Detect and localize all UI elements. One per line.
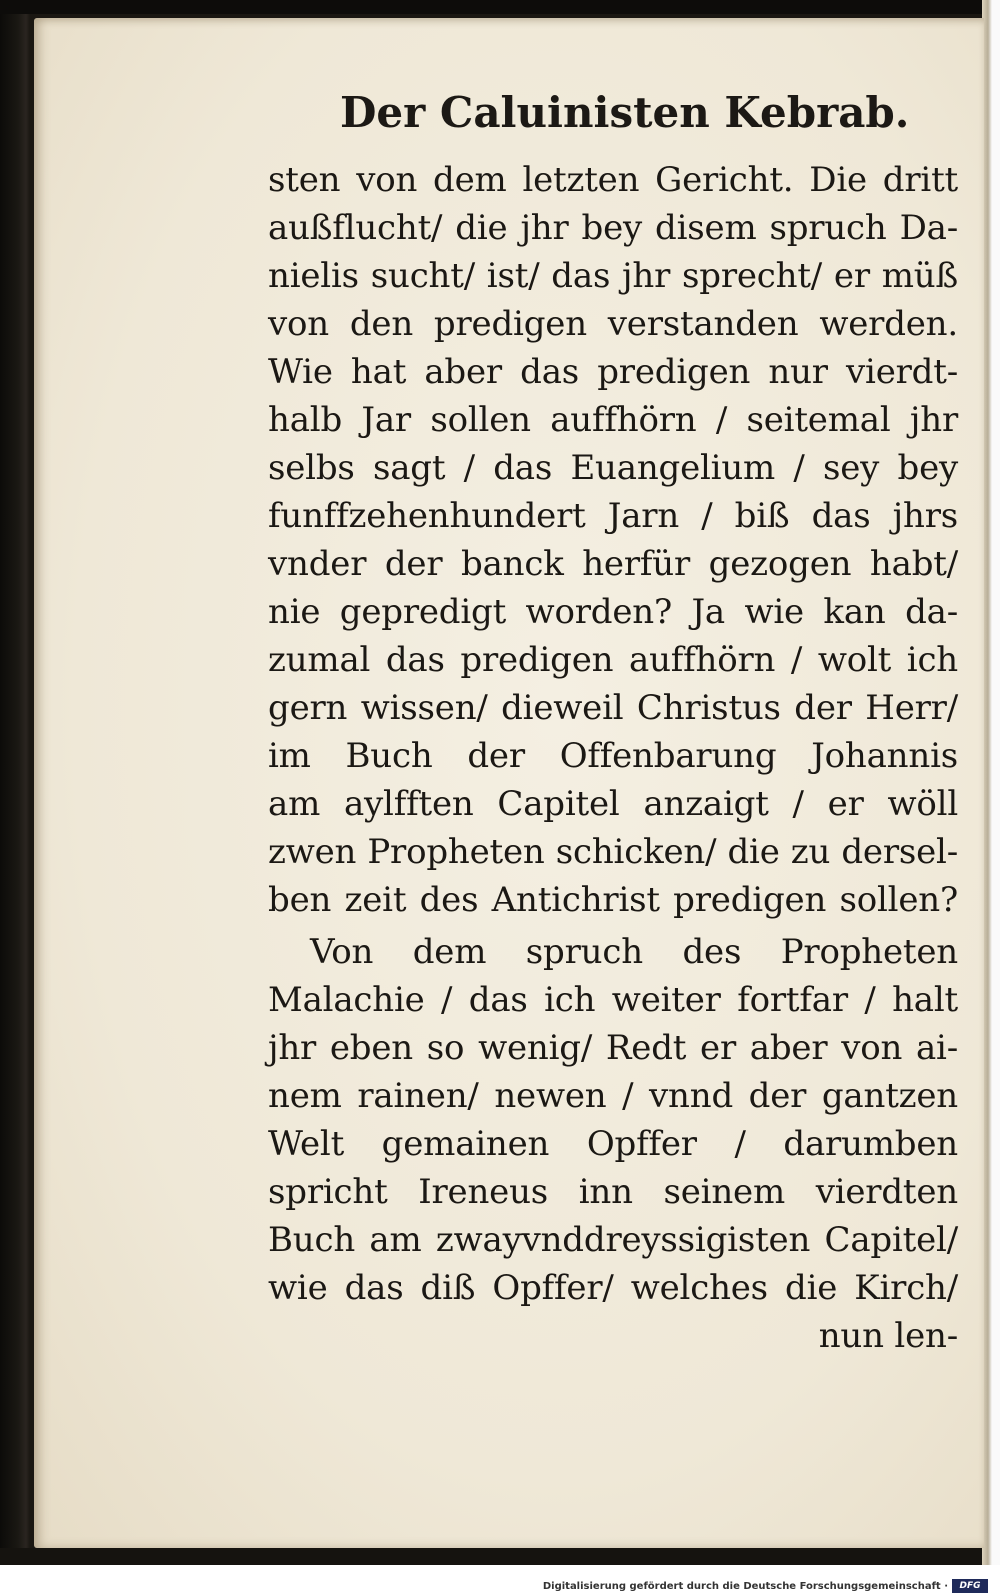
text-line: Von dem spruch des Propheten: [310, 932, 958, 972]
text-line: Malachie / das ich weiter fortfar / halt: [268, 980, 958, 1020]
scan-top-edge: [0, 0, 1000, 14]
text-line: Welt gemainen Opffer / darumben: [268, 1124, 958, 1164]
running-header: Der Caluinisten Kebrab.: [340, 88, 910, 137]
text-line: Wie hat aber das predigen nur vierdt-: [268, 352, 958, 392]
text-line: halb Jar sollen auffhörn / seitemal jhr: [268, 400, 958, 440]
text-line: von den predigen verstanden werden.: [268, 304, 958, 344]
text-line: vnder der banck herfür gezogen habt/: [268, 544, 958, 584]
text-line: zwen Propheten schicken/ die zu dersel-: [268, 832, 958, 872]
text-line: nie gepredigt worden? Ja wie kan da-: [268, 592, 958, 632]
funding-credit: Digitalisierung gefördert durch die Deutsche Forschungsgemeinschaft ·: [542, 1581, 948, 1592]
text-line: außflucht/ die jhr bey disem spruch Da-: [268, 208, 958, 248]
text-line: spricht Ireneus inn seinem vierdten: [268, 1172, 958, 1212]
text-line: wie das diß Opffer/ welches die Kirch/: [268, 1268, 958, 1308]
text-line: funffzehenhundert Jarn / biß das jhrs: [268, 496, 958, 536]
text-line: selbs sagt / das Euangelium / sey bey: [268, 448, 958, 488]
text-line: sten von dem letzten Gericht. Die dritt: [268, 160, 958, 200]
catchword: nun len-: [818, 1316, 958, 1356]
scan-bottom-edge: [0, 1548, 1000, 1565]
text-line: nem rainen/ newen / vnnd der gantzen: [268, 1076, 958, 1116]
text-line: jhr eben so wenig/ Redt er aber von ai-: [268, 1028, 958, 1068]
text-line: gern wissen/ dieweil Christus der Herr/: [268, 688, 958, 728]
text-line: nielis sucht/ ist/ das jhr sprecht/ er müß: [268, 256, 958, 296]
text-line: im Buch der Offenbarung Johannis: [268, 736, 958, 776]
dfg-logo: DFG: [952, 1579, 988, 1593]
text-line: am aylfften Capitel anzaigt / er wöll: [268, 784, 958, 824]
text-line: Buch am zwayvnddreyssigisten Capitel/: [268, 1220, 958, 1260]
book-edge: [982, 0, 1000, 1565]
text-line: ben zeit des Antichrist predigen sollen?: [268, 880, 958, 920]
text-line: zumal das predigen auffhörn / wolt ich: [268, 640, 958, 680]
